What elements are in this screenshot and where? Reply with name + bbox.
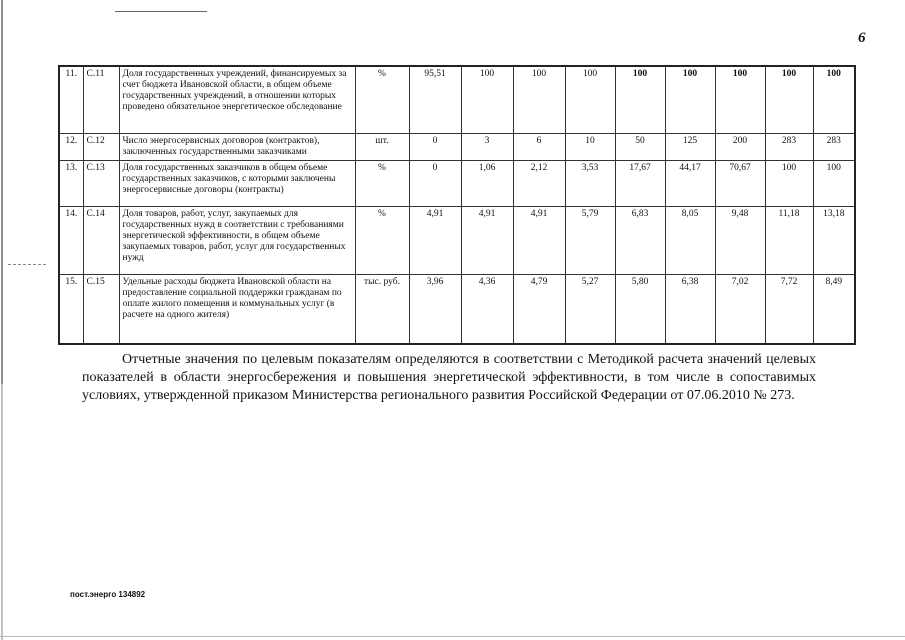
value-cell: 100 <box>513 66 565 133</box>
page-number: 6 <box>858 30 866 46</box>
value-cell: 100 <box>715 66 765 133</box>
value-cell: 100 <box>813 66 855 133</box>
value-cell: 17,67 <box>615 160 665 206</box>
value-cell: 4,91 <box>409 206 461 274</box>
value-cell: 200 <box>715 133 765 160</box>
value-cell: 4,36 <box>461 274 513 344</box>
indicator-code: С.15 <box>83 274 119 344</box>
value-cell: 4,79 <box>513 274 565 344</box>
value-cell: 10 <box>565 133 615 160</box>
row-number: 11. <box>59 66 83 133</box>
indicator-name: Доля товаров, работ, услуг, закупаемых для государственных нужд в соответствии с требованиями энергетической эффективности, в общем объеме закупаемых товаров, работ, услуг для государственных нужд <box>119 206 355 274</box>
indicator-code: С.13 <box>83 160 119 206</box>
indicator-name: Доля государственных заказчиков в общем объеме государственных заказчиков, с которыми заключены энергосервисные договоры (контракты) <box>119 160 355 206</box>
table-row <box>59 66 855 133</box>
indicators-table <box>58 65 856 345</box>
table-row <box>59 133 855 160</box>
value-cell: 3 <box>461 133 513 160</box>
table-row <box>59 160 855 206</box>
value-cell: 100 <box>461 66 513 133</box>
value-cell: 1,06 <box>461 160 513 206</box>
value-cell: 11,18 <box>765 206 813 274</box>
value-cell: 7,02 <box>715 274 765 344</box>
indicator-name: Удельные расходы бюджета Ивановской области на предоставление социальной поддержки гражданам по оплате жилого помещения и коммунальных услуг (в расчете на одного жителя) <box>119 274 355 344</box>
row-number: 13. <box>59 160 83 206</box>
unit-cell: шт. <box>355 133 409 160</box>
value-cell: 100 <box>665 66 715 133</box>
footer-paragraph: Отчетные значения по целевым показателям определяются в соответствии с Методикой расчета значений целевых показателей в области энергосбережения и повышения энергетической эффективности, в том числе в сопоставимых условиях, утвержденной приказом Министерства регионального развития Российской Федерации от 07.06.2010 № 273. <box>82 352 816 403</box>
value-cell: 3,96 <box>409 274 461 344</box>
row-number: 14. <box>59 206 83 274</box>
value-cell: 100 <box>765 160 813 206</box>
value-cell: 283 <box>765 133 813 160</box>
value-cell: 44,17 <box>665 160 715 206</box>
value-cell: 8,05 <box>665 206 715 274</box>
value-cell: 100 <box>765 66 813 133</box>
value-cell: 125 <box>665 133 715 160</box>
value-cell: 50 <box>615 133 665 160</box>
value-cell: 0 <box>409 160 461 206</box>
indicator-code: С.12 <box>83 133 119 160</box>
scan-bottom-mark <box>0 636 905 637</box>
unit-cell: % <box>355 206 409 274</box>
scan-mark <box>115 11 207 12</box>
value-cell: 100 <box>565 66 615 133</box>
value-cell: 9,48 <box>715 206 765 274</box>
value-cell: 5,80 <box>615 274 665 344</box>
row-number: 12. <box>59 133 83 160</box>
value-cell: 5,79 <box>565 206 615 274</box>
value-cell: 6,38 <box>665 274 715 344</box>
value-cell: 100 <box>813 160 855 206</box>
table-row <box>59 206 855 274</box>
indicator-code: С.11 <box>83 66 119 133</box>
value-cell: 95,51 <box>409 66 461 133</box>
value-cell: 0 <box>409 133 461 160</box>
indicator-name: Число энергосервисных договоров (контрактов), заключенных государственными заказчиками <box>119 133 355 160</box>
value-cell: 6,83 <box>615 206 665 274</box>
unit-cell: % <box>355 160 409 206</box>
value-cell: 4,91 <box>461 206 513 274</box>
value-cell: 2,12 <box>513 160 565 206</box>
table-row <box>59 274 855 344</box>
value-cell: 8,49 <box>813 274 855 344</box>
value-cell: 3,53 <box>565 160 615 206</box>
value-cell: 13,18 <box>813 206 855 274</box>
value-cell: 4,91 <box>513 206 565 274</box>
document-stamp: пост.энерго 134892 <box>70 590 146 599</box>
indicator-name: Доля государственных учреждений, финансируемых за счет бюджета Ивановской области, в общем объеме государственных учреждений, в отношении которых проведено обязательное энергетическое обследование <box>119 66 355 133</box>
value-cell: 100 <box>615 66 665 133</box>
indicator-code: С.14 <box>83 206 119 274</box>
value-cell: 70,67 <box>715 160 765 206</box>
unit-cell: % <box>355 66 409 133</box>
value-cell: 7,72 <box>765 274 813 344</box>
unit-cell: тыс. руб. <box>355 274 409 344</box>
row-number: 15. <box>59 274 83 344</box>
value-cell: 283 <box>813 133 855 160</box>
value-cell: 6 <box>513 133 565 160</box>
scan-edge <box>1 0 3 640</box>
value-cell: 5,27 <box>565 274 615 344</box>
scan-dash-mark <box>8 264 46 265</box>
